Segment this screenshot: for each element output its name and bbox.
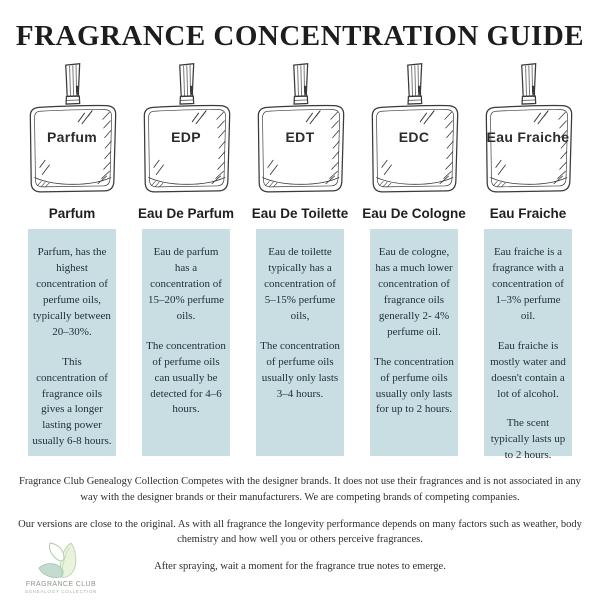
info-paragraph: Parfum, has the highest concentration of perfume oils, typically between 20–30%.: [33, 246, 111, 338]
info-box-eau-fraiche: [484, 229, 572, 462]
column-header-eau-de-parfum: Eau De Parfum: [137, 206, 235, 221]
bottle-label: Eau Fraiche: [486, 129, 570, 146]
bottle-label: Parfum: [46, 129, 98, 146]
info-box-eau-de-toilette: [256, 229, 344, 456]
info-box-eau-de-cologne: [370, 229, 458, 456]
bottle-edt: [252, 61, 348, 197]
column-header-parfum: Parfum: [48, 206, 96, 221]
logo-subtitle: GENEALOGY COLLECTION: [24, 589, 98, 594]
bottle-eau-fraiche: [480, 61, 576, 197]
column-header-eau-de-cologne: Eau De Cologne: [362, 206, 466, 221]
columns-row: [0, 61, 600, 462]
info-paragraph: The concentration of perfume oils usually only lasts for up to 2 hours.: [374, 355, 454, 416]
column-eau-de-cologne: [362, 61, 466, 456]
bottle-label: EDP: [171, 129, 201, 146]
disclaimer-text-2: Our versions are close to the original. As with all fragrance the longevity performance depends on many factors such as weather, body chemistry and how well you or others perceive fragrances.: [18, 518, 582, 546]
info-paragraph: Eau fraiche is a fragrance with a concentration of 1–3% perfume oil.: [492, 246, 564, 322]
column-eau-de-parfum: [137, 61, 235, 456]
fragrance-club-logo: [24, 541, 98, 594]
info-paragraph: The scent typically lasts up to 2 hours.: [490, 417, 566, 462]
info-paragraph: Eau de toilette typically has a concentration of 5–15% perfume oils,: [264, 246, 336, 322]
info-paragraph: The concentration of perfume oils usually only lasts 3–4 hours.: [260, 339, 340, 400]
bottle-label: EDC: [398, 129, 430, 146]
page-title: FRAGRANCE CONCENTRATION GUIDE: [15, 20, 585, 52]
logo-name: FRAGRANCE CLUB: [25, 581, 97, 588]
bottle-edc: [366, 61, 462, 197]
info-paragraph: The concentration of perfume oils can usually be detected for 4–6 hours.: [146, 339, 226, 416]
info-paragraph: This concentration of fragrance oils gives a longer lasting power usually 6-8 hours.: [32, 355, 112, 448]
bottle-label: EDT: [285, 129, 315, 146]
info-paragraph: Eau de parfum has a concentration of 15–20% perfume oils.: [147, 246, 225, 322]
column-header-eau-de-toilette: Eau De Toilette: [251, 206, 349, 221]
column-parfum: [28, 61, 116, 456]
column-eau-fraiche: [484, 61, 572, 462]
column-header-eau-fraiche: Eau Fraiche: [489, 206, 567, 221]
info-box-eau-de-parfum: [142, 229, 230, 456]
leaf-logo-icon: [38, 541, 84, 581]
column-eau-de-toilette: [251, 61, 349, 456]
bottle-edp: [138, 61, 234, 197]
info-paragraph: Eau de cologne, has a much lower concentration of fragrance oils generally 2- 4% perfume oil.: [375, 246, 453, 338]
disclaimer-text-3: After spraying, wait a moment for the fragrance true notes to emerge.: [154, 561, 446, 572]
info-paragraph: Eau fraiche is mostly water and doesn't contain a lot of alcohol.: [490, 339, 566, 400]
bottle-parfum: [24, 61, 120, 197]
disclaimer-text-1: Fragrance Club Genealogy Collection Competes with the designer brands. It does not use their fragrances and is not associated in any way with the designer brands or their manufacturers. We are competing brands of competing companies.: [19, 476, 581, 503]
info-box-parfum: [28, 229, 116, 456]
